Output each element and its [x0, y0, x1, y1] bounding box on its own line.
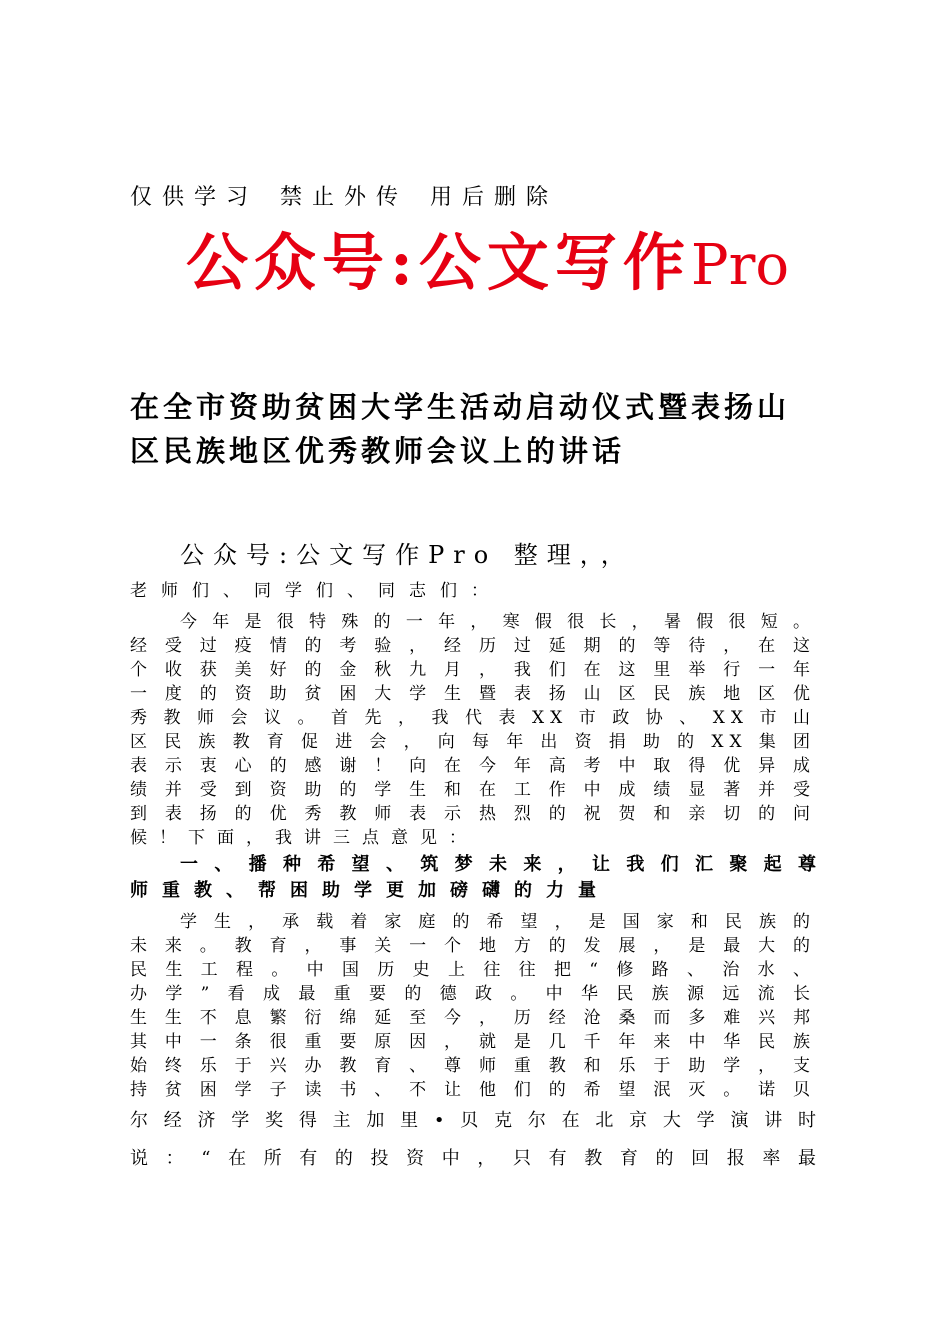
text-line: 办学”看成最重要的德政。中华民族源远流长	[130, 984, 816, 1004]
text-line: 到表扬的优秀教师表示热烈的祝贺和亲切的问	[130, 804, 816, 824]
notice-part: 用后删除	[430, 185, 559, 210]
brand-banner	[186, 225, 789, 304]
text-line: 说：“在所有的投资中，只有教育的回报率最	[130, 1148, 816, 1169]
text-line: 今年是很特殊的一年，寒假很长，暑假很短。	[180, 612, 816, 632]
text-line: 绩并受到资助的学生和在工作中成绩显著并受	[130, 780, 816, 800]
document-subtitle: 公众号:公文写作Pro 整理，，	[180, 541, 634, 569]
text-line: 其中一条很重要原因，就是几千年来中华民族	[130, 1032, 816, 1052]
heading-line: 师重教、帮困助学更加磅礴的力量	[130, 880, 610, 901]
text-line: 民生工程。中国历史上往往把“修路、治水、	[130, 960, 816, 980]
text-line: 持贫困学子读书、不让他们的希望泯灭。诺贝	[130, 1080, 816, 1100]
heading-line: 一、播种希望、筑梦未来，让我们汇聚起尊	[180, 854, 816, 875]
text-line: 秀教师会议。首先，我代表XX市政协、XX市山	[130, 708, 816, 728]
paragraph-intro	[130, 610, 816, 850]
title-line: 区民族地区优秀教师会议上的讲话	[130, 434, 626, 468]
paragraph-section-1	[130, 910, 816, 1102]
text-line: 生生不息繁衍绵延至今，历经沧桑而多难兴邦	[130, 1008, 816, 1028]
text-line: 未来。教育，事关一个地方的发展，是最大的	[130, 936, 816, 956]
text-line: 候！下面，我讲三点意见：	[130, 828, 478, 848]
title-line: 在全市资助贫困大学生活动启动仪式暨表扬山	[130, 390, 791, 424]
text-line: 学生，承载着家庭的希望，是国家和民族的	[180, 912, 816, 932]
text-line: 一度的资助贫困大学生暨表扬山区民族地区优	[130, 684, 816, 704]
text-line: 表示衷心的感谢！向在今年高考中取得优异成	[130, 756, 816, 776]
brand-latin: Pro	[690, 233, 790, 298]
usage-notice	[130, 180, 580, 211]
notice-part: 禁止外传	[280, 185, 409, 210]
text-line: 尔经济学奖得主加里•贝克尔在北京大学演讲时	[130, 1110, 816, 1131]
text-line: 经受过疫情的考验，经历过延期的等待，在这	[130, 636, 816, 656]
paragraph-continued	[130, 1102, 816, 1178]
text-line: 始终乐于兴办教育、尊师重教和乐于助学，支	[130, 1056, 816, 1076]
document-title	[130, 385, 830, 473]
brand-text: 公众号:公文写作	[186, 226, 691, 299]
text-line: 个收获美好的金秋九月，我们在这里举行一年	[130, 660, 816, 680]
salutation: 老师们、同学们、同志们：	[130, 581, 502, 601]
text-line: 区民族教育促进会，向每年出资捐助的XX集团	[130, 732, 816, 752]
notice-part: 仅供学习	[130, 185, 259, 210]
section-heading-1	[130, 852, 816, 904]
